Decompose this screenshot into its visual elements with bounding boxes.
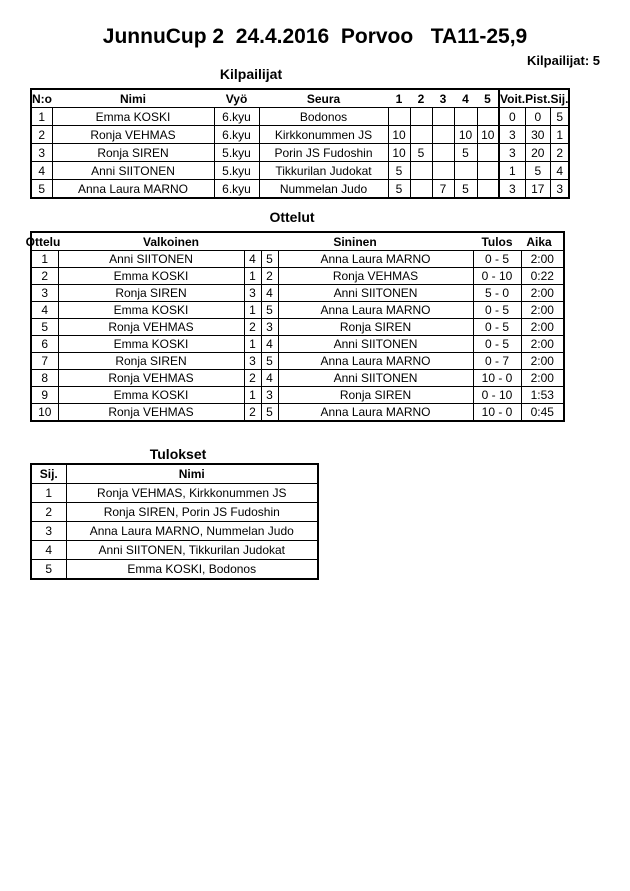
match-result: 0 - 5 — [473, 319, 521, 336]
competitor-placement: 1 — [550, 126, 569, 144]
match-no: 8 — [31, 370, 58, 387]
competitor-wins: 1 — [499, 162, 525, 180]
competitor-club: Kirkkonummen JS — [259, 126, 388, 144]
competitor-name: Ronja VEHMAS — [52, 126, 214, 144]
section-title-ottelut: Ottelut — [269, 209, 315, 225]
competitor-name: Anna Laura MARNO — [52, 180, 214, 199]
white-name: Emma KOSKI — [58, 268, 244, 285]
competitor-belt: 5.kyu — [214, 162, 259, 180]
section-title-kilpailijat: Kilpailijat — [219, 66, 283, 82]
competitor-no: 4 — [31, 162, 52, 180]
white-name: Ronja VEHMAS — [58, 404, 244, 422]
white-no: 1 — [244, 268, 261, 285]
blue-name: Anni SIITONEN — [278, 370, 473, 387]
col-header-voit: Voit. — [499, 89, 525, 108]
score-vs-3: 7 — [432, 180, 454, 199]
competitor-wins: 3 — [499, 144, 525, 162]
score-vs-5: 10 — [477, 126, 499, 144]
kilpailijat-row — [31, 144, 569, 162]
score-vs-1: 10 — [388, 126, 410, 144]
ottelut-header-row — [31, 232, 564, 251]
score-vs-1: 10 — [388, 144, 410, 162]
result-rank: 3 — [31, 522, 66, 541]
match-no: 2 — [31, 268, 58, 285]
competitor-wins: 3 — [499, 126, 525, 144]
result-rank: 2 — [31, 503, 66, 522]
score-vs-5 — [477, 108, 499, 126]
kilpailijat-row — [31, 108, 569, 126]
match-result: 0 - 10 — [473, 387, 521, 404]
result-name: Emma KOSKI, Bodonos — [66, 560, 318, 580]
competitor-belt: 6.kyu — [214, 180, 259, 199]
competitor-placement: 2 — [550, 144, 569, 162]
white-no: 2 — [244, 319, 261, 336]
score-vs-2: 5 — [410, 144, 432, 162]
blue-no: 5 — [261, 353, 278, 370]
match-no: 9 — [31, 387, 58, 404]
col-header-round-4: 4 — [454, 89, 477, 108]
blue-name: Ronja SIREN — [278, 319, 473, 336]
col-header-nimi: Nimi — [52, 89, 214, 108]
white-name: Emma KOSKI — [58, 302, 244, 319]
blue-no: 4 — [261, 285, 278, 302]
competitor-no: 5 — [31, 180, 52, 199]
result-name: Anni SIITONEN, Tikkurilan Judokat — [66, 541, 318, 560]
result-name: Ronja SIREN, Porin JS Fudoshin — [66, 503, 318, 522]
blue-name: Ronja VEHMAS — [278, 268, 473, 285]
white-no: 3 — [244, 285, 261, 302]
white-no: 1 — [244, 387, 261, 404]
col-header-aika: Aika — [526, 234, 552, 249]
col-header-valkoinen: Valkoinen — [142, 234, 200, 249]
match-no: 4 — [31, 302, 58, 319]
competitor-points: 0 — [525, 108, 550, 126]
competitor-club: Bodonos — [259, 108, 388, 126]
kilpailijat-row — [31, 162, 569, 180]
col-header-seura: Seura — [259, 89, 388, 108]
col-header-nimi: Nimi — [66, 464, 318, 484]
competitor-club: Tikkurilan Judokat — [259, 162, 388, 180]
blue-no: 5 — [261, 251, 278, 268]
blue-name: Ronja SIREN — [278, 387, 473, 404]
competitor-placement: 5 — [550, 108, 569, 126]
ottelut-row — [31, 302, 564, 319]
score-vs-3 — [432, 144, 454, 162]
match-time: 2:00 — [521, 370, 564, 387]
competitor-wins: 3 — [499, 180, 525, 199]
result-name: Ronja VEHMAS, Kirkkonummen JS — [66, 484, 318, 503]
kilpailijat-row — [31, 126, 569, 144]
match-time: 2:00 — [521, 336, 564, 353]
match-no: 7 — [31, 353, 58, 370]
result-name: Anna Laura MARNO, Nummelan Judo — [66, 522, 318, 541]
competitor-club: Nummelan Judo — [259, 180, 388, 199]
ottelut-row — [31, 353, 564, 370]
result-rank: 1 — [31, 484, 66, 503]
score-vs-5 — [477, 162, 499, 180]
tulokset-header-row — [31, 464, 318, 484]
score-vs-2 — [410, 162, 432, 180]
competitor-name: Ronja SIREN — [52, 144, 214, 162]
match-time: 1:53 — [521, 387, 564, 404]
tulokset-row — [31, 484, 318, 503]
match-time: 0:22 — [521, 268, 564, 285]
match-no: 6 — [31, 336, 58, 353]
white-name: Ronja SIREN — [58, 285, 244, 302]
col-header-sij: Sij. — [31, 464, 66, 484]
score-vs-2 — [410, 108, 432, 126]
col-header-sininen: Sininen — [333, 234, 377, 249]
kilpailijat-row — [31, 180, 569, 199]
score-vs-1 — [388, 108, 410, 126]
ottelut-header-cell — [25, 232, 564, 251]
competitor-club: Porin JS Fudoshin — [259, 144, 388, 162]
match-no: 3 — [31, 285, 58, 302]
score-vs-5 — [477, 180, 499, 199]
white-no: 3 — [244, 353, 261, 370]
blue-name: Anni SIITONEN — [278, 336, 473, 353]
white-name: Ronja VEHMAS — [58, 319, 244, 336]
white-no: 1 — [244, 336, 261, 353]
match-result: 5 - 0 — [473, 285, 521, 302]
competitor-no: 3 — [31, 144, 52, 162]
blue-name: Anna Laura MARNO — [278, 353, 473, 370]
match-result: 0 - 5 — [473, 302, 521, 319]
ottelut-row — [31, 285, 564, 302]
document-title: JunnuCup 2 24.4.2016 Porvoo TA11-25,9 — [102, 25, 528, 48]
white-name: Ronja VEHMAS — [58, 370, 244, 387]
col-header-pist: Pist. — [525, 89, 550, 108]
match-result: 0 - 10 — [473, 268, 521, 285]
ottelut-row — [31, 319, 564, 336]
blue-name: Anna Laura MARNO — [278, 302, 473, 319]
competitor-points: 30 — [525, 126, 550, 144]
competitor-belt: 6.kyu — [214, 126, 259, 144]
tulokset-row — [31, 560, 318, 580]
blue-no: 3 — [261, 387, 278, 404]
score-vs-2 — [410, 180, 432, 199]
blue-no: 2 — [261, 268, 278, 285]
score-vs-3 — [432, 108, 454, 126]
ottelut-row — [31, 387, 564, 404]
competitor-belt: 6.kyu — [214, 108, 259, 126]
section-title-tulokset: Tulokset — [149, 446, 207, 462]
white-name: Anni SIITONEN — [58, 251, 244, 268]
tulokset-table — [30, 463, 319, 580]
white-no: 4 — [244, 251, 261, 268]
competitor-points: 5 — [525, 162, 550, 180]
competitor-wins: 0 — [499, 108, 525, 126]
blue-no: 5 — [261, 302, 278, 319]
score-vs-3 — [432, 162, 454, 180]
match-result: 0 - 5 — [473, 251, 521, 268]
score-vs-4 — [454, 162, 477, 180]
competitor-points: 20 — [525, 144, 550, 162]
blue-no: 3 — [261, 319, 278, 336]
ottelut-row — [31, 251, 564, 268]
result-rank: 4 — [31, 541, 66, 560]
competitor-no: 2 — [31, 126, 52, 144]
white-name: Emma KOSKI — [58, 336, 244, 353]
ottelut-row — [31, 268, 564, 285]
blue-name: Anna Laura MARNO — [278, 404, 473, 422]
match-result: 10 - 0 — [473, 404, 521, 422]
blue-name: Anna Laura MARNO — [278, 251, 473, 268]
score-vs-4: 5 — [454, 180, 477, 199]
match-time: 2:00 — [521, 302, 564, 319]
white-no: 2 — [244, 404, 261, 422]
ottelut-row — [31, 336, 564, 353]
score-vs-4: 5 — [454, 144, 477, 162]
col-header-round-3: 3 — [432, 89, 454, 108]
score-vs-4: 10 — [454, 126, 477, 144]
competitor-name: Anni SIITONEN — [52, 162, 214, 180]
competitor-no: 1 — [31, 108, 52, 126]
col-header-vyo: Vyö — [214, 89, 259, 108]
col-header-tulos: Tulos — [481, 234, 513, 249]
col-header-ottelu: Ottelu — [25, 234, 61, 249]
competitor-name: Emma KOSKI — [52, 108, 214, 126]
match-no: 1 — [31, 251, 58, 268]
match-time: 2:00 — [521, 251, 564, 268]
col-header-round-1: 1 — [388, 89, 410, 108]
match-result: 0 - 5 — [473, 336, 521, 353]
white-no: 2 — [244, 370, 261, 387]
col-header-no: N:o — [31, 89, 52, 108]
white-name: Emma KOSKI — [58, 387, 244, 404]
tulokset-row — [31, 503, 318, 522]
match-time: 2:00 — [521, 285, 564, 302]
match-result: 0 - 7 — [473, 353, 521, 370]
tulokset-row — [31, 541, 318, 560]
competitors-count-label: Kilpailijat: 5 — [527, 53, 600, 68]
competitor-points: 17 — [525, 180, 550, 199]
score-vs-3 — [432, 126, 454, 144]
competitor-placement: 4 — [550, 162, 569, 180]
competitor-belt: 5.kyu — [214, 144, 259, 162]
tulokset-row — [31, 522, 318, 541]
blue-no: 4 — [261, 336, 278, 353]
result-rank: 5 — [31, 560, 66, 580]
kilpailijat-table — [30, 88, 570, 199]
competitor-placement: 3 — [550, 180, 569, 199]
ottelut-row — [31, 404, 564, 422]
match-time: 0:45 — [521, 404, 564, 422]
ottelut-row — [31, 370, 564, 387]
score-vs-1: 5 — [388, 180, 410, 199]
kilpailijat-header-row — [31, 89, 569, 108]
col-header-round-2: 2 — [410, 89, 432, 108]
match-time: 2:00 — [521, 319, 564, 336]
score-vs-1: 5 — [388, 162, 410, 180]
blue-no: 4 — [261, 370, 278, 387]
match-no: 10 — [31, 404, 58, 422]
score-vs-4 — [454, 108, 477, 126]
blue-name: Anni SIITONEN — [278, 285, 473, 302]
score-vs-2 — [410, 126, 432, 144]
score-vs-5 — [477, 144, 499, 162]
col-header-sij: Sij. — [550, 89, 569, 108]
white-no: 1 — [244, 302, 261, 319]
ottelut-table — [25, 231, 565, 422]
col-header-round-5: 5 — [477, 89, 499, 108]
match-no: 5 — [31, 319, 58, 336]
match-result: 10 - 0 — [473, 370, 521, 387]
white-name: Ronja SIREN — [58, 353, 244, 370]
match-time: 2:00 — [521, 353, 564, 370]
blue-no: 5 — [261, 404, 278, 422]
